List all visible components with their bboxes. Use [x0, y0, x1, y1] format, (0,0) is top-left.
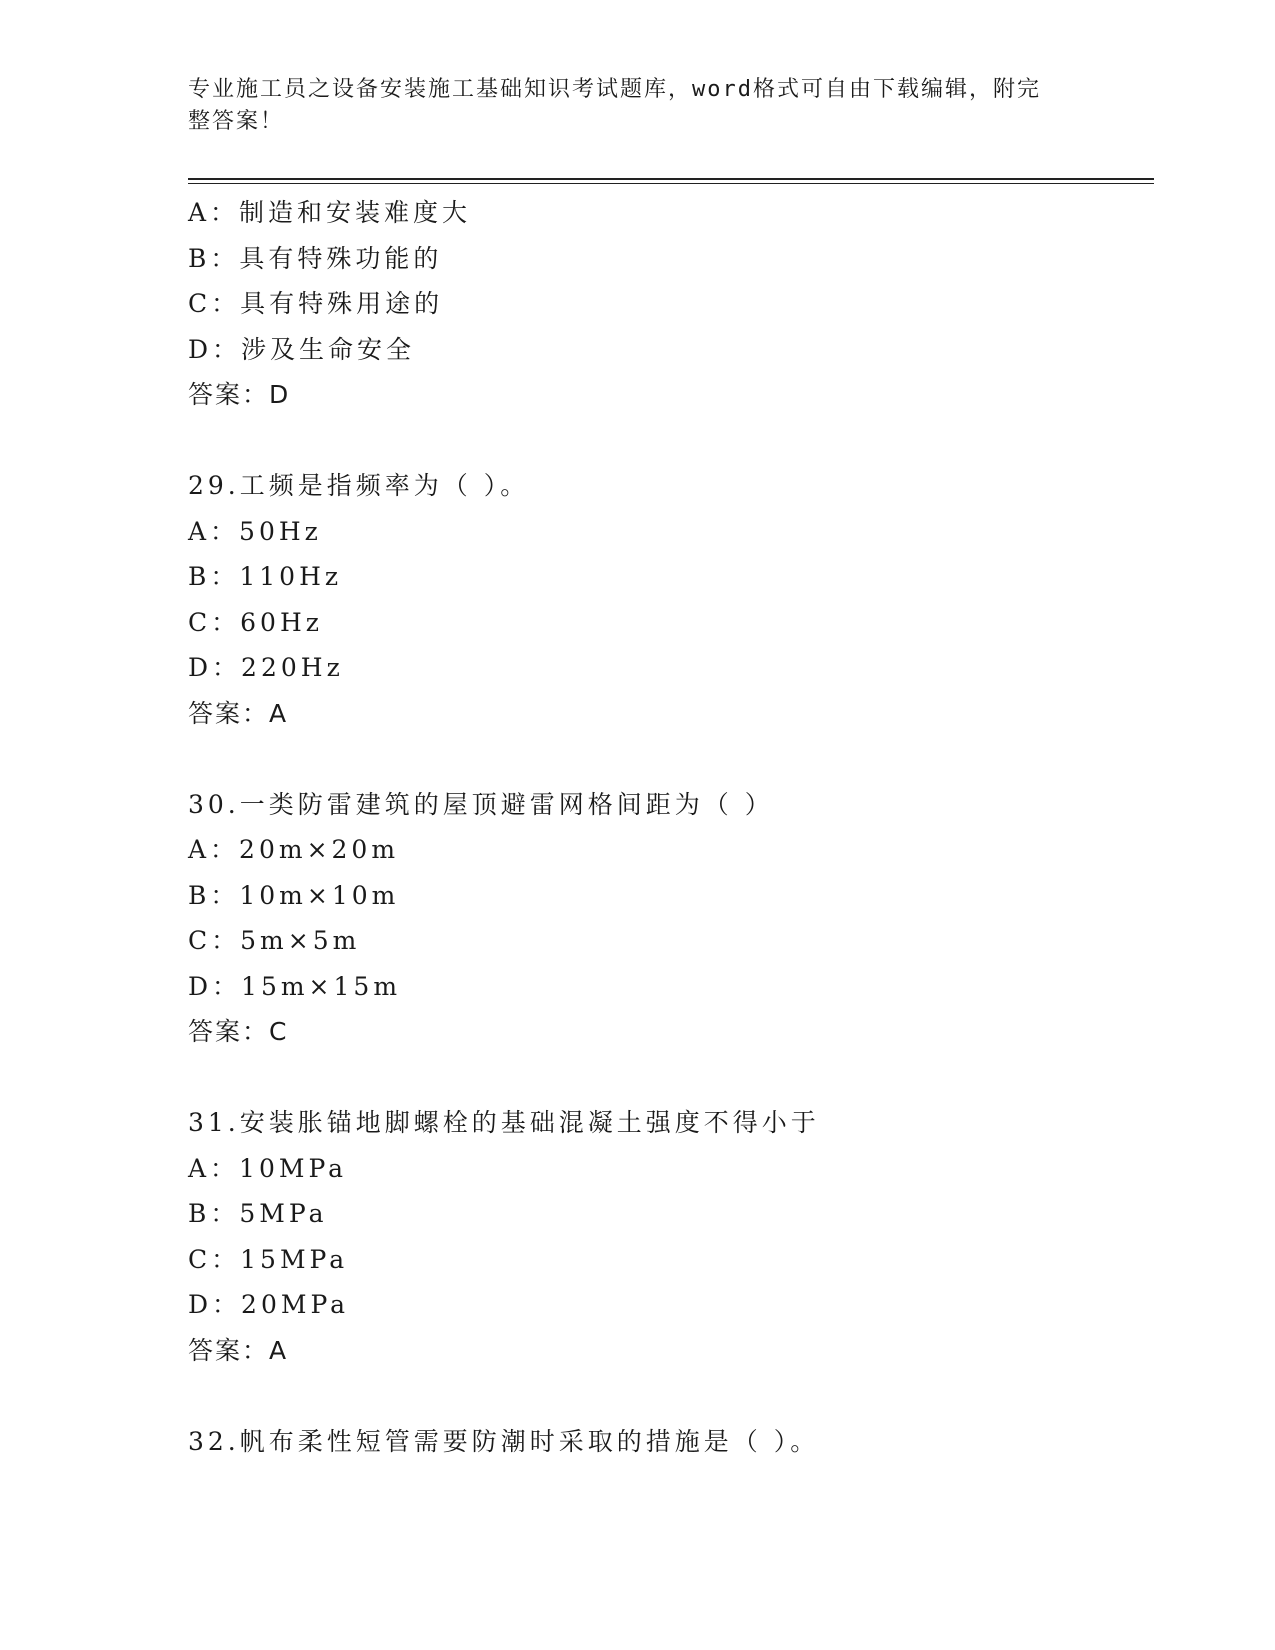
answer: 答案：C: [188, 1017, 289, 1046]
option-a: A：20m×20m: [188, 835, 400, 864]
answer: 答案：A: [188, 1335, 289, 1365]
header-line-2: 整答案！: [188, 109, 285, 134]
option-c: C：5m×5m: [188, 926, 361, 955]
option-d: D：20MPa: [188, 1290, 350, 1319]
option-a: A：50Hz: [188, 516, 322, 546]
option-c: C：60Hz: [188, 607, 323, 637]
header-line-1: 专业施工员之设备安装施工基础知识考试题库，word格式可自由下载编辑，附完: [188, 77, 1041, 102]
question-block-32: [188, 1419, 1154, 1465]
question-block-29: [188, 463, 1154, 736]
header-divider-thin: [188, 183, 1154, 184]
question-stem: 29.工频是指频率为（ ）。: [188, 471, 530, 500]
question-list: [188, 190, 1154, 1464]
document-header: [188, 74, 1068, 138]
question-block-prev: [188, 190, 1154, 418]
option-b: B：110Hz: [188, 562, 343, 591]
question-stem: 32.帆布柔性短管需要防潮时采取的措施是（ ）。: [188, 1426, 820, 1456]
spacer: [188, 1055, 1154, 1101]
spacer: [188, 1373, 1154, 1419]
spacer: [188, 736, 1154, 782]
answer: 答案：D: [188, 380, 291, 409]
option-d: D：15m×15m: [188, 971, 402, 1001]
question-block-31: [188, 1100, 1154, 1373]
question-stem: 31.安装胀锚地脚螺栓的基础混凝土强度不得小于: [188, 1108, 820, 1137]
question-stem: 30.一类防雷建筑的屋顶避雷网格间距为（ ）: [188, 789, 774, 819]
answer: 答案：A: [188, 698, 289, 728]
option-c: C：15MPa: [188, 1244, 349, 1274]
header-divider-thick: [188, 178, 1154, 180]
option-a: A：10MPa: [188, 1153, 348, 1183]
spacer: [188, 418, 1154, 464]
option-b: B：具有特殊功能的: [188, 243, 443, 273]
option-d: D：涉及生命安全: [188, 334, 416, 364]
question-block-30: [188, 782, 1154, 1055]
option-b: B：5MPa: [188, 1199, 328, 1228]
option-b: B：10m×10m: [188, 880, 400, 910]
option-d: D：220Hz: [188, 653, 344, 682]
option-c: C：具有特殊用途的: [188, 289, 444, 318]
option-a: A：制造和安装难度大: [188, 198, 472, 227]
